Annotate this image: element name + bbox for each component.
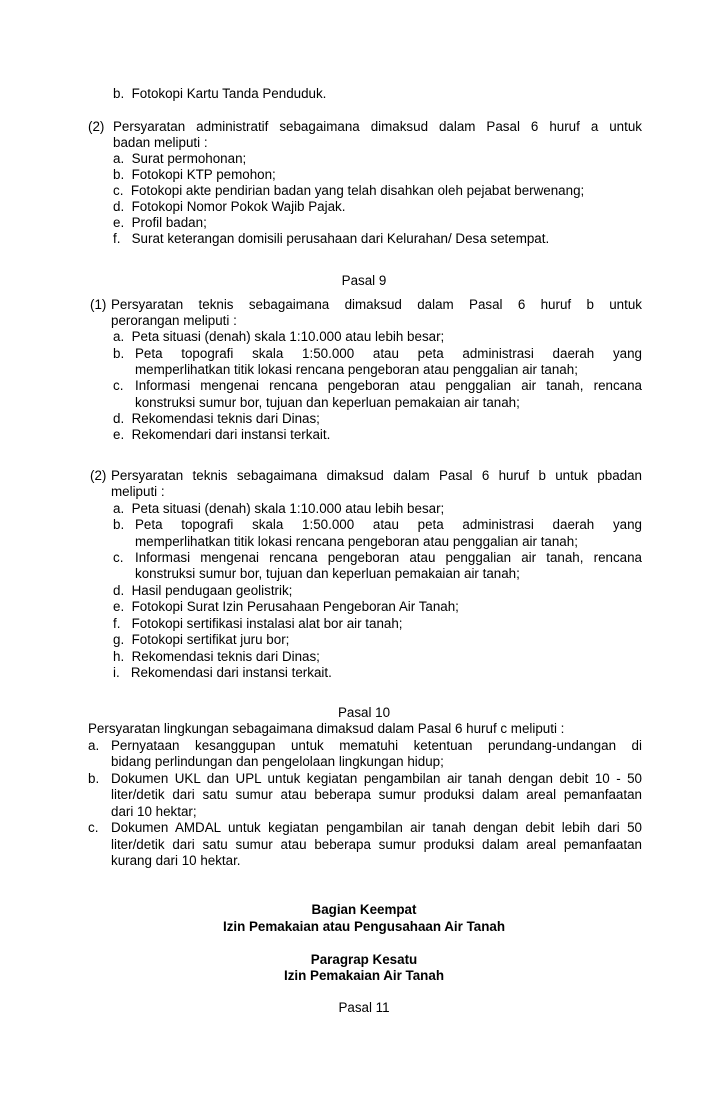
clause-number: (2): [88, 119, 105, 134]
list-item-continued: memperlihatkan titik lokasi rencana pengeboran atau penggalian air tanah;: [135, 362, 578, 377]
list-marker: b.: [88, 771, 100, 786]
list-marker: a.: [88, 738, 100, 753]
list-item: f. Fotokopi sertifikasi instalasi alat bor air tanah;: [113, 616, 403, 631]
list-marker: b.: [113, 517, 125, 532]
paragraph-line: perorangan meliputi :: [111, 313, 237, 328]
section-heading: Pasal 9: [341, 273, 387, 288]
list-item-continued: bidang perlindungan dan pengelolaan lingkungan hidup;: [111, 754, 444, 769]
chapter-heading: Bagian Keempat: [311, 902, 417, 917]
list-item: a. Surat permohonan;: [113, 151, 247, 166]
paragraph-heading: Paragrap Kesatu: [310, 952, 418, 967]
list-marker: c.: [113, 550, 124, 565]
list-item: Informasi mengenai rencana pengeboran atau penggalian air tanah, rencana: [135, 378, 642, 393]
list-item: a. Peta situasi (denah) skala 1:10.000 atau lebih besar;: [113, 501, 445, 516]
list-item-continued: liter/detik dari satu sumur atau beberapa sumur produksi dalam areal pemanfaatan: [111, 787, 642, 802]
list-item: b. Fotokopi KTP pemohon;: [113, 167, 276, 182]
clause-number: (2): [90, 468, 107, 483]
list-item: Dokumen AMDAL untuk kegiatan pengambilan air tanah dengan debit lebih dari 50: [111, 820, 642, 835]
paragraph-title: Izin Pemakaian Air Tanah: [284, 968, 444, 983]
paragraph-line: meliputi :: [111, 484, 165, 499]
list-item: Pernyataan kesanggupan untuk mematuhi ketentuan perundang-undangan di: [111, 738, 642, 753]
list-marker: c.: [88, 820, 99, 835]
list-item-continued: memperlihatkan titik lokasi rencana pengeboran atau penggalian air tanah;: [135, 534, 578, 549]
paragraph-line: Persyaratan teknis sebagaimana dimaksud dalam Pasal 6 huruf b untuk pbadan: [111, 468, 642, 483]
list-item: e. Fotokopi Surat Izin Perusahaan Pengeboran Air Tanah;: [113, 599, 459, 614]
list-item: f. Surat keterangan domisili perusahaan dari Kelurahan/ Desa setempat.: [113, 231, 550, 246]
list-item: Informasi mengenai rencana pengeboran atau penggalian air tanah, rencana: [135, 550, 642, 565]
clause-number: (1): [90, 297, 107, 312]
list-marker: b.: [113, 346, 125, 361]
list-item: c. Fotokopi akte pendirian badan yang telah disahkan oleh pejabat berwenang;: [113, 183, 585, 198]
paragraph-line: Persyaratan lingkungan sebagaimana dimaksud dalam Pasal 6 huruf c meliputi :: [88, 721, 565, 736]
list-item-continued: liter/detik dari satu sumur atau beberapa sumur produksi dalam areal pemanfaatan: [111, 837, 642, 852]
paragraph-line: Persyaratan administratif sebagaimana dimaksud dalam Pasal 6 huruf a untuk: [113, 119, 642, 134]
list-item: d. Hasil pendugaan geolistrik;: [113, 583, 293, 598]
list-item-continued: konstruksi sumur bor, tujuan dan keperluan pemakaian air tanah;: [135, 566, 520, 581]
list-item: g. Fotokopi sertifikat juru bor;: [113, 632, 290, 647]
list-item: Dokumen UKL dan UPL untuk kegiatan pengambilan air tanah dengan debit 10 - 50: [111, 771, 642, 786]
chapter-title: Izin Pemakaian atau Pengusahaan Air Tanah: [222, 919, 506, 934]
list-item: d. Fotokopi Nomor Pokok Wajib Pajak.: [113, 199, 346, 214]
list-item-continued: kurang dari 10 hektar.: [111, 853, 241, 868]
list-item: b. Fotokopi Kartu Tanda Penduduk.: [113, 86, 327, 101]
section-heading: Pasal 10: [337, 705, 391, 720]
list-item: a. Peta situasi (denah) skala 1:10.000 atau lebih besar;: [113, 329, 445, 344]
list-item: Peta topografi skala 1:50.000 atau peta administrasi daerah yang: [135, 517, 642, 532]
paragraph-line: Persyaratan teknis sebagaimana dimaksud dalam Pasal 6 huruf b untuk: [111, 297, 642, 312]
list-item-continued: konstruksi sumur bor, tujuan dan keperluan pemakaian air tanah;: [135, 395, 520, 410]
list-item: e. Profil badan;: [113, 215, 207, 230]
list-item: d. Rekomendasi teknis dari Dinas;: [113, 411, 320, 426]
paragraph-line: badan meliputi :: [113, 135, 208, 150]
list-item: h. Rekomendasi teknis dari Dinas;: [113, 649, 320, 664]
list-item: Peta topografi skala 1:50.000 atau peta administrasi daerah yang: [135, 346, 642, 361]
list-marker: c.: [113, 378, 124, 393]
section-heading: Pasal 11: [338, 1000, 390, 1015]
list-item: e. Rekomendari dari instansi terkait.: [113, 427, 331, 442]
list-item: i. Rekomendasi dari instansi terkait.: [113, 665, 332, 680]
list-item-continued: dari 10 hektar;: [111, 804, 197, 819]
